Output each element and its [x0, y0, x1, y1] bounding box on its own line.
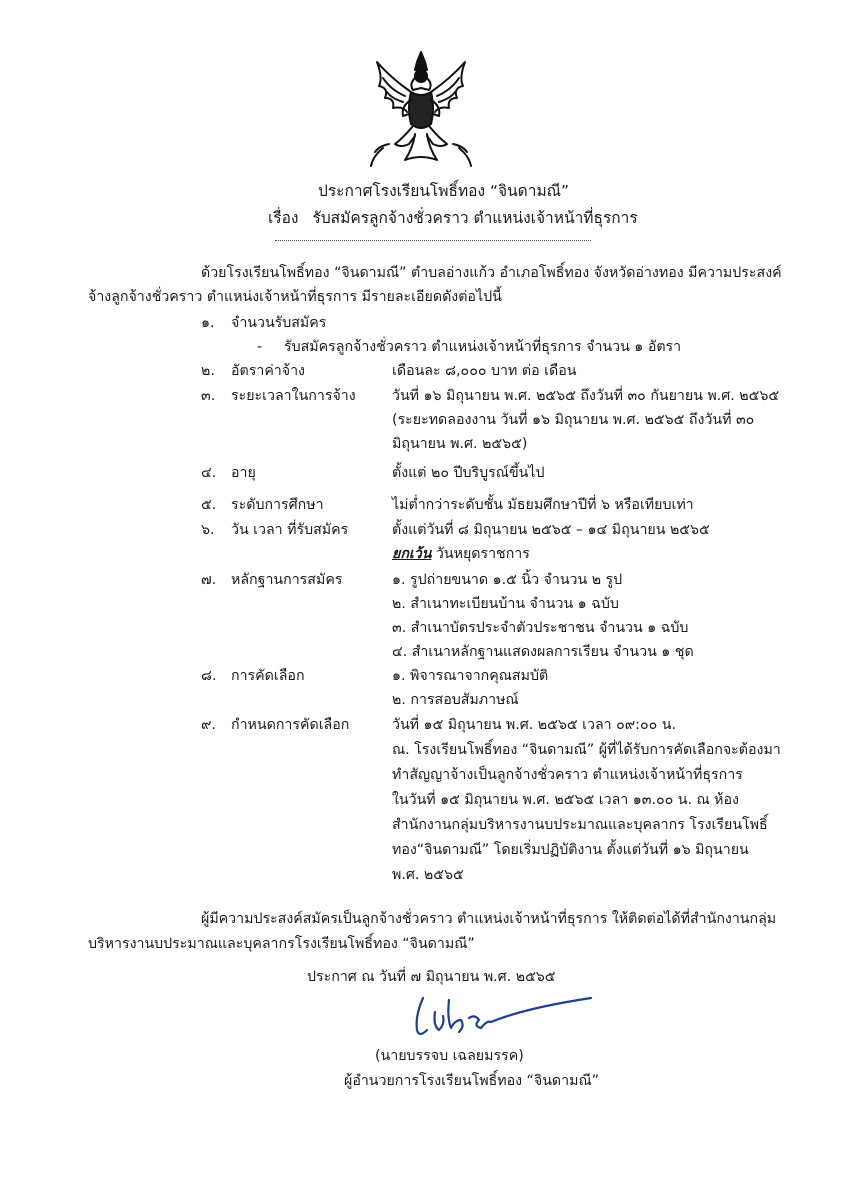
item-9-line-6: ทอง“จินดามณี” โดยเริ่มปฏิบัติงาน ตั้งแต่วันที่ ๑๖ มิถุนายน — [392, 842, 749, 858]
item-7-doc-3: ๓. สำเนาบัตรประจำตัวประชาชน จำนวน ๑ ฉบับ — [392, 620, 689, 636]
item-9-label: กำหนดการคัดเลือก — [231, 717, 350, 733]
item-5-number: ๕. — [201, 497, 217, 513]
item-9-line-7: พ.ศ. ๒๕๖๕ — [392, 867, 464, 883]
item-6-number: ๖. — [201, 522, 215, 538]
signer-name: (นายบรรจบ เฉลยมรรค) — [375, 1048, 524, 1064]
item-2-label: อัตราค่าจ้าง — [231, 363, 305, 379]
announcement-subject — [268, 211, 638, 227]
intro-line-2: จ้างลูกจ้างชั่วคราว ตำแหน่งเจ้าหน้าที่ธุรการ มีรายละเอียดดังต่อไปนี้ — [88, 289, 502, 305]
item-9-line-2: ณ. โรงเรียนโพธิ์ทอง “จินดามณี” ผู้ที่ได้รับการคัดเลือกจะต้องมา — [392, 742, 781, 758]
item-4-value: ตั้งแต่ ๒๐ ปีบริบูรณ์ขึ้นไป — [392, 465, 545, 481]
item-8-method-1: ๑. พิจารณาจากคุณสมบัติ — [392, 668, 549, 684]
item-7-number: ๗. — [201, 572, 217, 588]
garuda-emblem-icon — [365, 48, 477, 168]
item-5-label: ระดับการศึกษา — [231, 497, 324, 513]
closing-line-1: ผู้มีความประสงค์สมัครเป็นลูกจ้างชั่วคราว ตำแหน่งเจ้าหน้าที่ธุรการ ให้ติดต่อได้ที่สำนักงานกลุ่ม — [201, 911, 777, 927]
item-3-line-2: (ระยะทดลองงาน วันที่ ๑๖ มิถุนายน พ.ศ. ๒๕๖๕ ถึงวันที่ ๓๐ — [392, 412, 755, 428]
item-2-value: เดือนละ ๘,๐๐๐ บาท ต่อ เดือน — [392, 363, 577, 379]
item-9-line-5: สำนักงานกลุ่มบริหารงานบประมาณและบุคลากร โรงเรียนโพธิ์ — [392, 817, 768, 833]
item-3-line-1: วันที่ ๑๖ มิถุนายน พ.ศ. ๒๕๖๕ ถึงวันที่ ๓๐ กันยายน พ.ศ. ๒๕๖๕ — [392, 388, 780, 404]
announcement-date: ประกาศ ณ วันที่ ๗ มิถุนายน พ.ศ. ๒๕๖๕ — [307, 969, 556, 985]
item-3-line-3: มิถุนายน พ.ศ. ๒๕๖๕) — [392, 436, 528, 452]
signer-position: ผู้อำนวยการโรงเรียนโพธิ์ทอง “จินดามณี” — [344, 1073, 599, 1089]
item-1-dash: - — [257, 339, 263, 355]
closing-line-2: บริหารงานบประมาณและบุคลากรโรงเรียนโพธิ์ทอง “จินดามณี” — [88, 936, 475, 952]
item-8-number: ๘. — [201, 668, 217, 684]
subject-label: เรื่อง — [268, 209, 299, 227]
intro-line-1: ด้วยโรงเรียนโพธิ์ทอง “จินดามณี” ตำบลอ่างแก้ว อำเภอโพธิ์ทอง จังหวัดอ่างทอง มีความประสงค์ — [201, 265, 782, 281]
item-7-doc-4: ๔. สำเนาหลักฐานแสดงผลการเรียน จำนวน ๑ ชุด — [392, 644, 694, 660]
item-9-line-3: ทำสัญญาจ้างเป็นลูกจ้างชั่วคราว ตำแหน่งเจ้าหน้าที่ธุรการ — [392, 767, 743, 783]
item-1-label: จำนวนรับสมัคร — [231, 315, 327, 331]
item-3-number: ๓. — [201, 388, 216, 404]
item-7-doc-2: ๒. สำเนาทะเบียนบ้าน จำนวน ๑ ฉบับ — [392, 596, 619, 612]
signature-mark — [405, 990, 595, 1042]
exception-label: ยกเว้น — [392, 546, 432, 562]
item-6-exception — [392, 547, 530, 561]
item-8-method-2: ๒. การสอบสัมภาษณ์ — [392, 692, 519, 708]
item-1-number: ๑. — [201, 315, 215, 331]
item-3-label: ระยะเวลาในการจ้าง — [231, 388, 356, 404]
item-6-label: วัน เวลา ที่รับสมัคร — [231, 522, 349, 538]
item-2-number: ๒. — [201, 363, 215, 379]
item-9-line-1: วันที่ ๑๕ มิถุนายน พ.ศ. ๒๕๖๕ เวลา ๐๙:๐๐ น. — [392, 717, 676, 733]
announcement-title: ประกาศโรงเรียนโพธิ์ทอง “จินดามณี” — [318, 182, 570, 200]
item-9-number: ๙. — [201, 717, 216, 733]
dotted-divider — [275, 240, 591, 241]
item-4-number: ๔. — [201, 465, 217, 481]
item-8-label: การคัดเลือก — [231, 668, 305, 684]
item-7-doc-1: ๑. รูปถ่ายขนาด ๑.๕ นิ้ว จำนวน ๒ รูป — [392, 572, 623, 588]
item-6-line-1: ตั้งแต่วันที่ ๘ มิถุนายน ๒๕๖๕ – ๑๔ มิถุนายน ๒๕๖๕ — [392, 522, 710, 538]
subject-text: รับสมัครลูกจ้างชั่วคราว ตำแหน่งเจ้าหน้าที่ธุรการ — [312, 209, 638, 227]
item-5-value: ไม่ต่ำกว่าระดับชั้น มัธยมศึกษาปีที่ ๖ หรือเทียบเท่า — [392, 497, 694, 513]
item-1-detail: รับสมัครลูกจ้างชั่วคราว ตำแหน่งเจ้าหน้าที่ธุรการ จำนวน ๑ อัตรา — [284, 339, 682, 355]
item-4-label: อายุ — [231, 465, 256, 481]
item-9-line-4: ในวันที่ ๑๕ มิถุนายน พ.ศ. ๒๕๖๕ เวลา ๑๓.๐๐ น. ณ ห้อง — [392, 792, 739, 808]
item-7-label: หลักฐานการสมัคร — [231, 572, 343, 588]
exception-text: วันหยุดราชการ — [431, 546, 530, 562]
